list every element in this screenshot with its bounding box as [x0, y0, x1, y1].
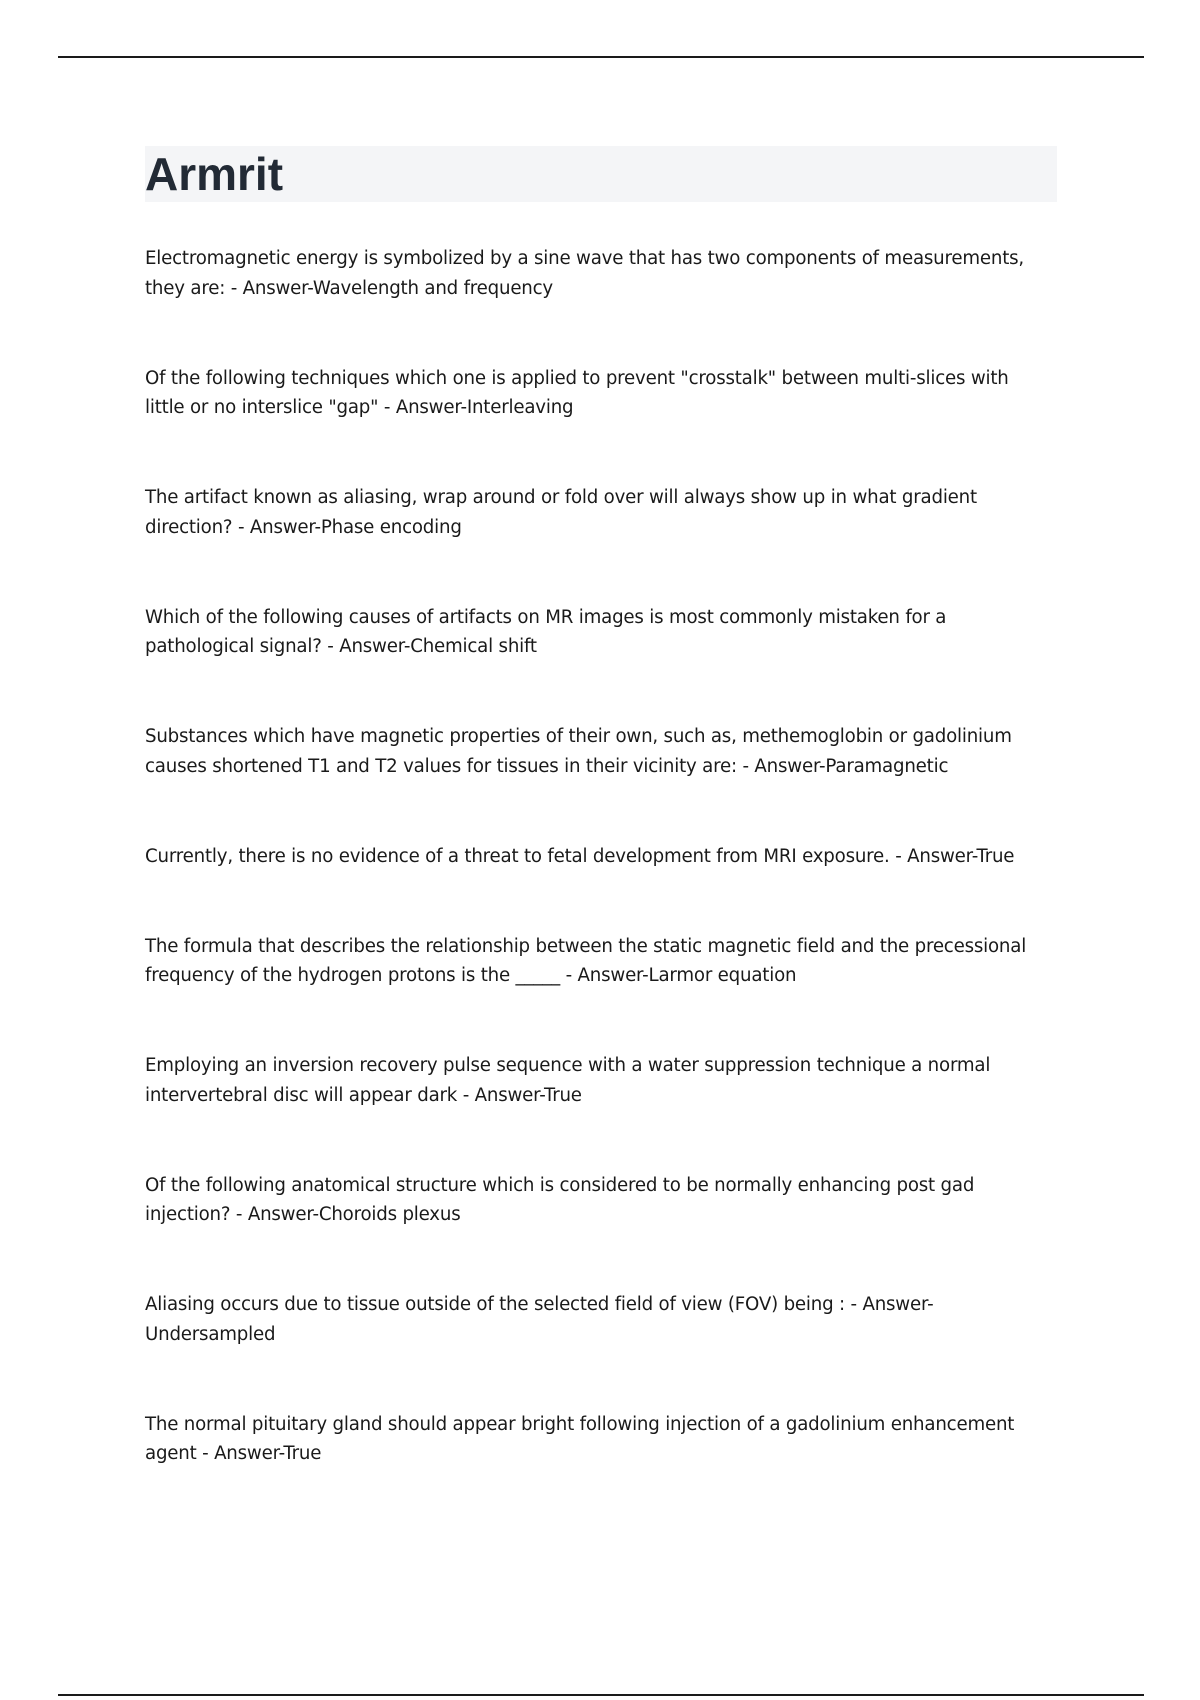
qa-list	[145, 244, 1045, 1529]
qa-item: The normal pituitary gland should appear bright following injection of a gadolinium enhancement agent - Answer-True	[145, 1413, 1015, 1464]
qa-item: Aliasing occurs due to tissue outside of the selected field of view (FOV) being : - Answer-Undersampled	[145, 1294, 934, 1345]
qa-item: Which of the following causes of artifacts on MR images is most commonly mistaken for a pathological signal? - Answer-Chemical shift	[145, 606, 947, 657]
page-title: Armrit	[145, 148, 284, 200]
qa-item: Employing an inversion recovery pulse sequence with a water suppression technique a normal intervertebral disc will appear dark - Answer-True	[145, 1055, 991, 1106]
qa-item: Of the following anatomical structure which is considered to be normally enhancing post gad injection? - Answer-Choroids plexus	[145, 1174, 975, 1225]
qa-item: Currently, there is no evidence of a threat to fetal development from MRI exposure. - Answer-True	[145, 845, 1015, 867]
qa-item: Substances which have magnetic properties of their own, such as, methemoglobin or gadolinium causes shortened T1 and T2 values for tissues in their vicinity are: - Answer-Paramagnetic	[145, 726, 1012, 777]
qa-item: The formula that describes the relationship between the static magnetic field and the precessional frequency of the hydrogen protons is the _____ - Answer-Larmor equation	[145, 935, 1027, 986]
top-rule	[58, 56, 1144, 58]
qa-item: Electromagnetic energy is symbolized by a sine wave that has two components of measurements, they are: - Answer-Wavelength and frequency	[145, 248, 1024, 299]
bottom-rule	[58, 1694, 1144, 1696]
qa-item: The artifact known as aliasing, wrap around or fold over will always show up in what gradient direction? - Answer-Phase encoding	[145, 487, 977, 538]
qa-item: Of the following techniques which one is applied to prevent "crosstalk" between multi-slices with little or no interslice "gap" - Answer-Interleaving	[145, 367, 1009, 418]
